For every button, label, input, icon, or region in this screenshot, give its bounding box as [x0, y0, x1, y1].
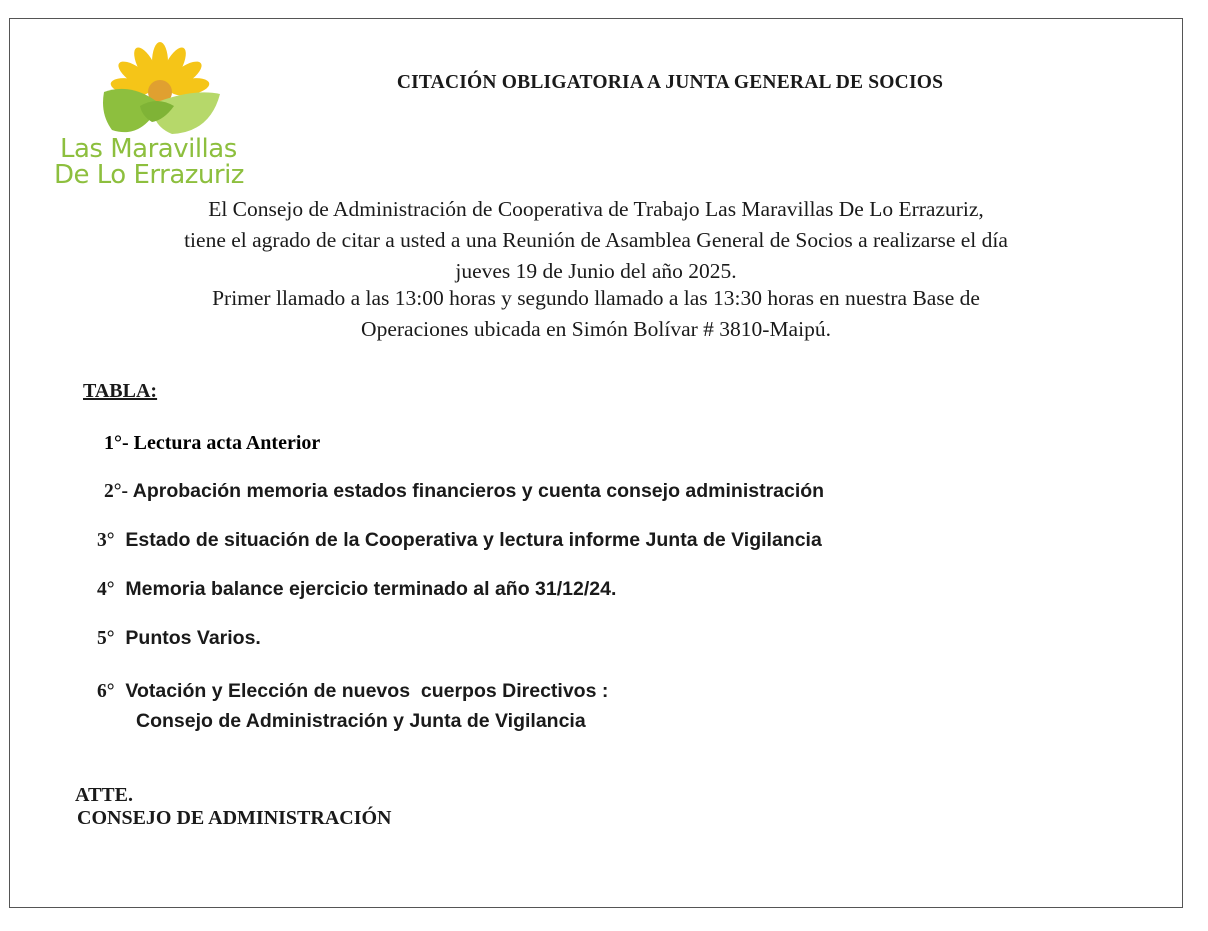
invitation-line-1: El Consejo de Administración de Cooperativa de Trabajo Las Maravillas De Lo Errazuriz,: [208, 197, 984, 221]
schedule-paragraph: [12, 283, 1180, 345]
logo-line-2: De Lo Errazuriz: [54, 160, 244, 190]
schedule-line-1: Primer llamado a las 13:00 horas y segundo llamado a las 13:30 horas en nuestra Base de: [212, 286, 980, 310]
agenda-item-number: 1°-: [104, 432, 129, 454]
closing-atte: ATTE.: [75, 784, 133, 806]
agenda-item-text: Aprobación memoria estados financieros y cuenta consejo administración: [128, 480, 825, 502]
agenda-item-text: Memoria balance ejercicio terminado al año 31/12/24.: [114, 578, 617, 600]
invitation-line-2: tiene el agrado de citar a usted a una Reunión de Asamblea General de Socios a realizarse el día: [184, 228, 1008, 252]
signer-name: CONSEJO DE ADMINISTRACIÓN: [77, 807, 392, 829]
agenda-item-6-continuation: Consejo de Administración y Junta de Vigilancia: [136, 710, 586, 732]
document-title: CITACIÓN OBLIGATORIA A JUNTA GENERAL DE SOCIOS: [396, 72, 944, 93]
agenda-item-4: [97, 578, 616, 601]
schedule-line-2: Operaciones ubicada en Simón Bolívar # 3810-Maipú.: [361, 317, 831, 341]
logo: [52, 42, 277, 192]
agenda-item-number: 4°: [97, 579, 115, 600]
agenda-item-5: [97, 627, 261, 650]
agenda-item-text: Puntos Varios.: [114, 627, 261, 649]
agenda-item-6: [97, 680, 608, 703]
agenda-item-text: Lectura acta Anterior: [128, 432, 321, 454]
logo-line-1: Las Maravillas: [60, 134, 237, 164]
agenda-item-2: [104, 480, 824, 503]
agenda-item-number: 5°: [97, 628, 115, 649]
agenda-item-text: Estado de situación de la Cooperativa y lectura informe Junta de Vigilancia: [114, 529, 822, 551]
agenda-item-number: 2°-: [104, 481, 129, 502]
agenda-item-3: [97, 529, 822, 552]
agenda-item-number: 6°: [97, 681, 115, 702]
invitation-paragraph: [12, 194, 1180, 287]
agenda-item-text: Votación y Elección de nuevos cuerpos Directivos :: [114, 680, 609, 702]
invitation-line-3: jueves 19 de Junio del año 2025.: [455, 259, 737, 283]
logo-text: [52, 136, 277, 188]
agenda-item-1: [104, 432, 320, 455]
agenda-item-number: 3°: [97, 530, 115, 551]
agenda-heading: TABLA:: [83, 380, 158, 402]
